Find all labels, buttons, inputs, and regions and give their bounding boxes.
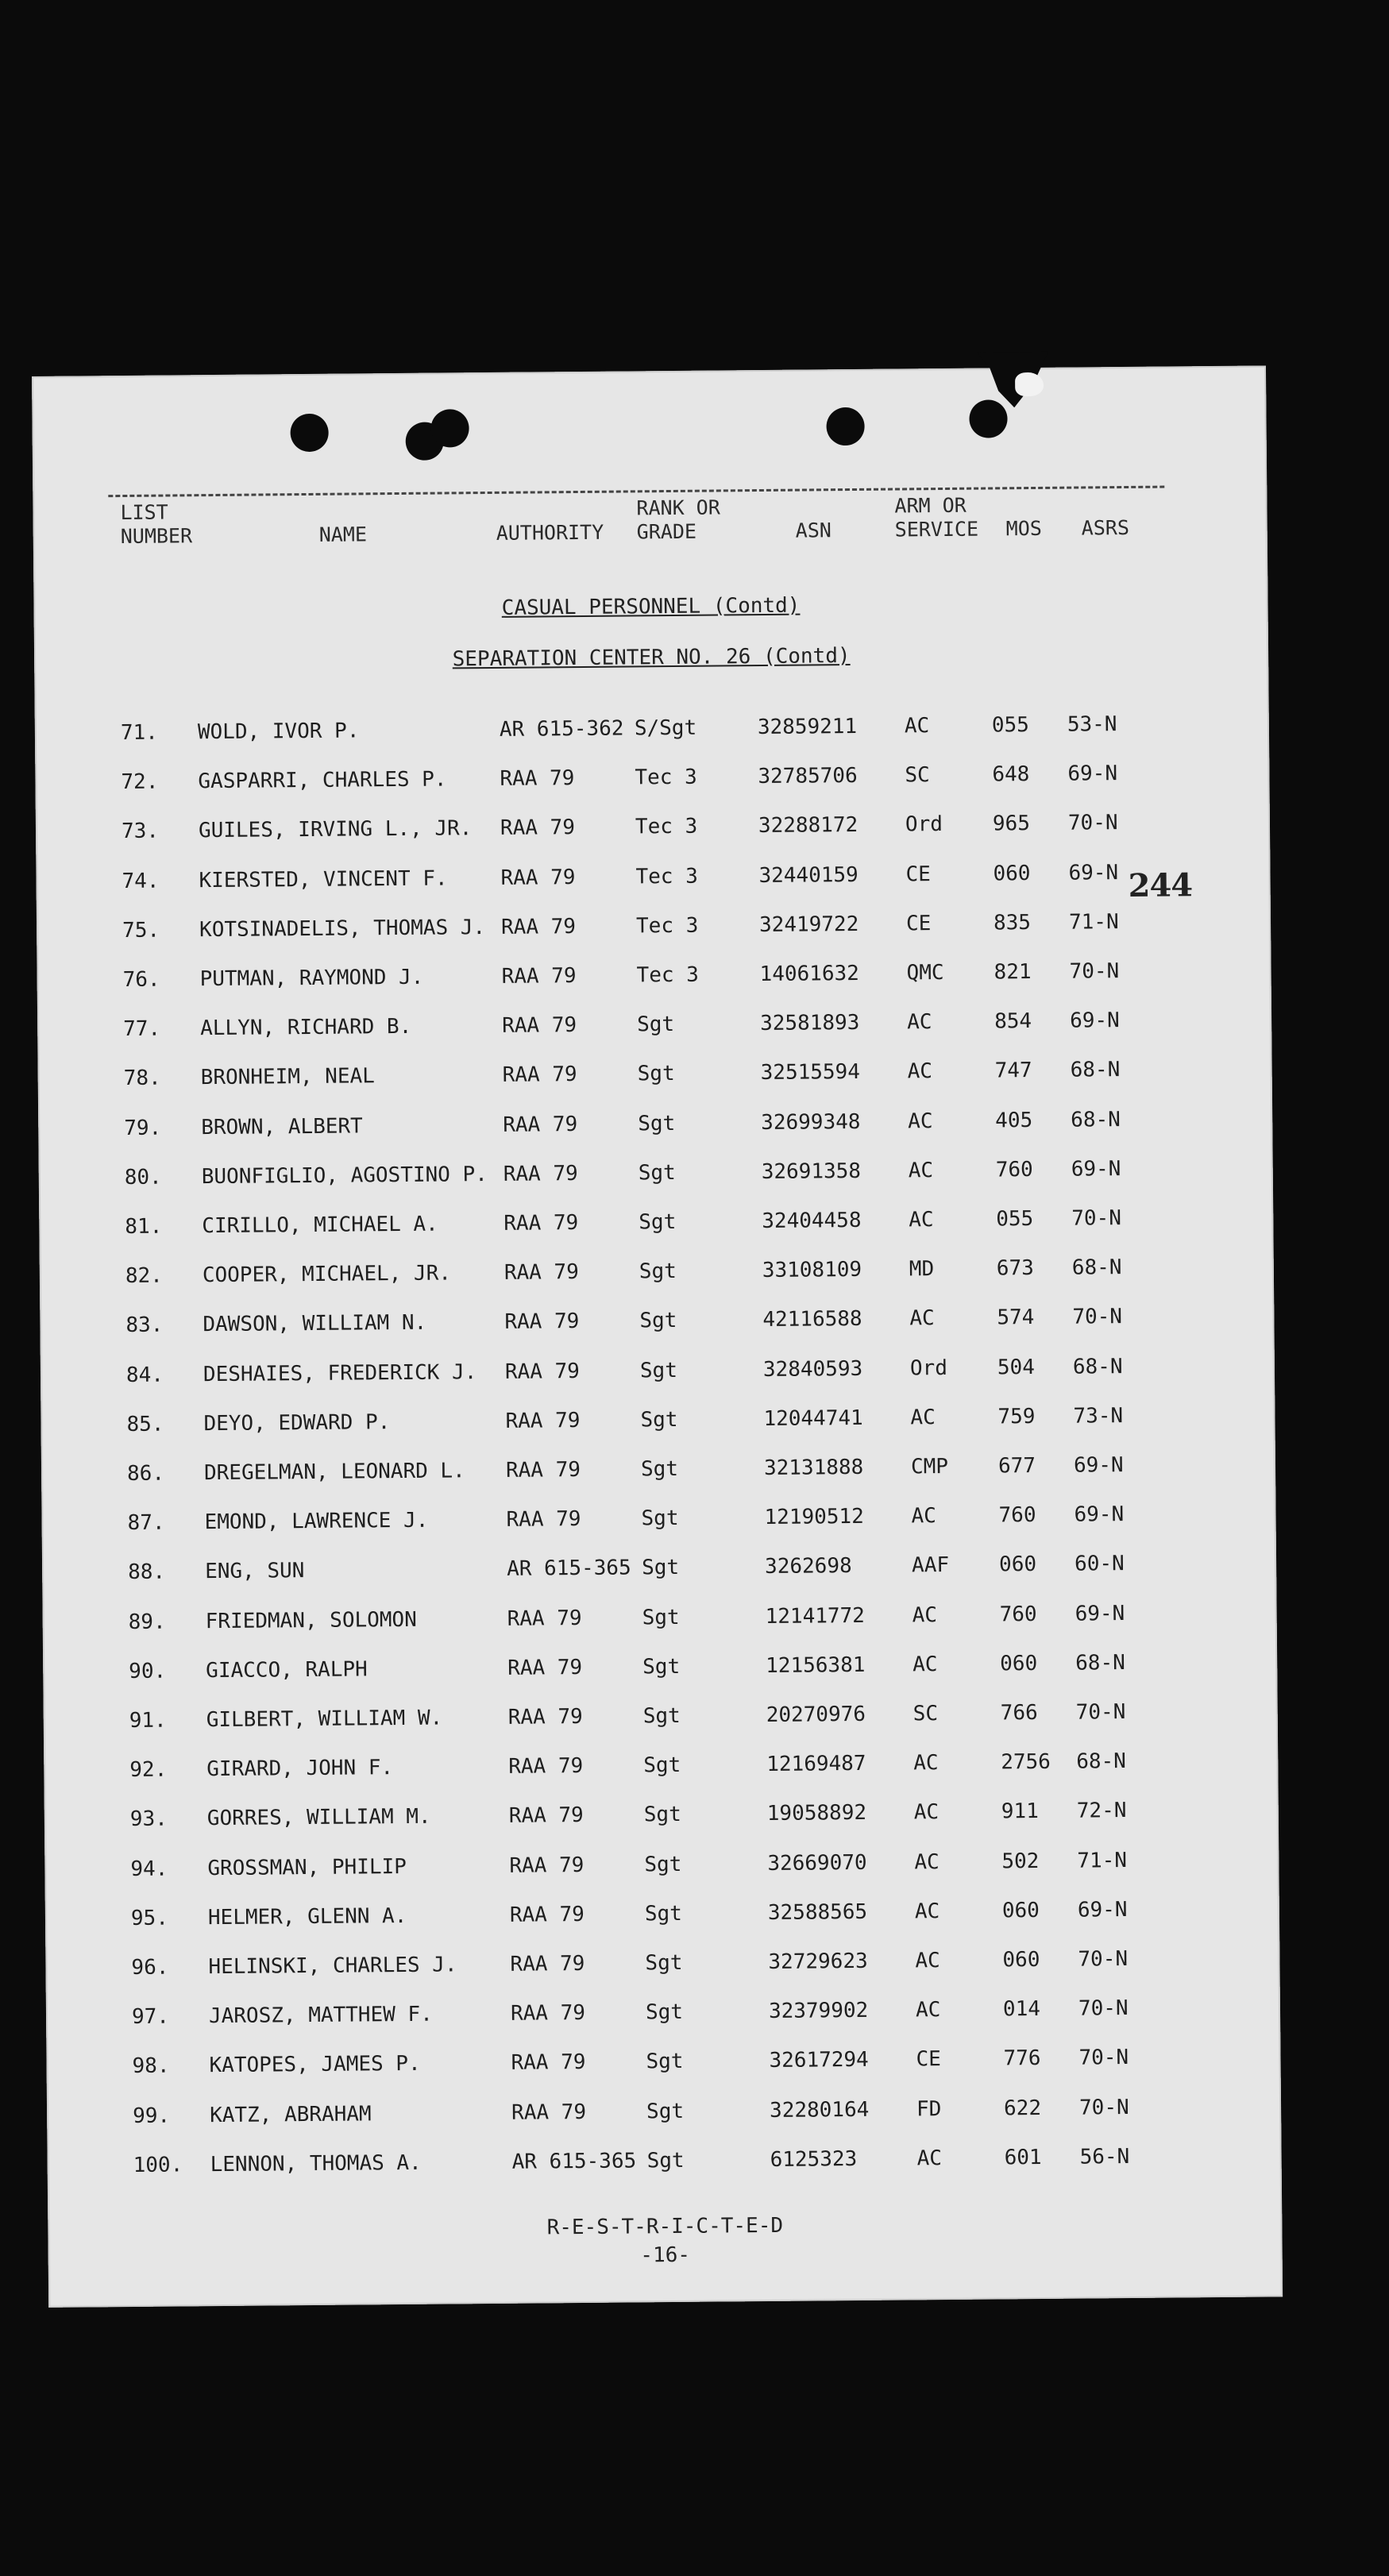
section-subtitle: SEPARATION CENTER NO. 26 (Contd): [452, 644, 851, 672]
list-number-cell: 93.: [129, 1807, 168, 1832]
rank-grade-cell: Sgt: [646, 2050, 684, 2074]
asn-cell: 32699348: [761, 1109, 861, 1135]
mos-cell: 747: [994, 1059, 1032, 1083]
person-name-cell: KATOPES, JAMES P.: [209, 2052, 421, 2078]
asn-cell: 32440159: [758, 862, 858, 888]
rank-grade-cell: Sgt: [646, 2099, 685, 2123]
asn-cell: 32379902: [768, 1999, 869, 2024]
header-number: NUMBER: [120, 524, 193, 549]
header-name: NAME: [318, 523, 368, 546]
table-row: [43, 1600, 1277, 1643]
asn-cell: 6125323: [770, 2146, 858, 2172]
mos-cell: 2756: [1001, 1750, 1051, 1775]
rank-grade-cell: Sgt: [646, 2148, 685, 2173]
asrs-cell: 71-N: [1077, 1848, 1128, 1873]
person-name-cell: BUONFIGLIO, AGOSTINO P.: [201, 1162, 488, 1189]
rank-grade-cell: Sgt: [637, 1012, 675, 1037]
asrs-cell: 68-N: [1071, 1107, 1121, 1132]
rank-grade-cell: Sgt: [638, 1160, 676, 1186]
rank-grade-cell: Sgt: [639, 1209, 677, 1235]
document-page: [32, 365, 1283, 2307]
arm-service-cell: AC: [912, 1602, 938, 1627]
arm-service-cell: CE: [916, 2047, 941, 2072]
arm-service-cell: AC: [912, 1652, 938, 1677]
list-number-cell: 86.: [126, 1461, 165, 1487]
header-mos: MOS: [1005, 516, 1043, 541]
list-number-cell: 75.: [122, 918, 160, 943]
mos-cell: 601: [1004, 2145, 1042, 2170]
rank-grade-cell: Sgt: [644, 1852, 682, 1876]
table-row: [39, 1205, 1273, 1248]
asn-cell: 12190512: [764, 1505, 864, 1530]
person-name-cell: COOPER, MICHAEL, JR.: [202, 1261, 452, 1288]
header-authority: AUTHORITY: [496, 520, 604, 545]
list-number-cell: 74.: [122, 869, 160, 893]
rank-grade-cell: Sgt: [641, 1506, 679, 1531]
authority-cell: RAA 79: [508, 1754, 584, 1780]
person-name-cell: GASPARRI, CHARLES P.: [198, 767, 447, 794]
table-row: [36, 810, 1270, 853]
arm-service-cell: AC: [915, 1949, 940, 1973]
header-rank-line2: GRADE: [636, 519, 697, 544]
list-number-cell: 88.: [128, 1560, 166, 1585]
asrs-cell: 68-N: [1075, 1650, 1125, 1676]
asrs-cell: 70-N: [1069, 959, 1120, 984]
table-row: [40, 1255, 1274, 1298]
person-name-cell: DESHAIES, FREDERICK J.: [203, 1359, 477, 1386]
mos-cell: 405: [995, 1108, 1033, 1133]
person-name-cell: PUTMAN, RAYMOND J.: [199, 965, 424, 992]
table-row: [37, 908, 1271, 951]
authority-cell: RAA 79: [507, 1655, 583, 1680]
asrs-cell: 71-N: [1068, 909, 1119, 935]
arm-service-cell: AC: [911, 1504, 937, 1529]
mos-cell: 760: [998, 1503, 1036, 1528]
list-number-cell: 91.: [129, 1708, 167, 1733]
table-row: [44, 1699, 1278, 1741]
table-row: [43, 1649, 1277, 1692]
asrs-cell: 68-N: [1072, 1354, 1123, 1379]
arm-service-cell: AAF: [911, 1553, 950, 1578]
list-number-cell: 72.: [121, 769, 159, 795]
asrs-cell: 70-N: [1075, 1700, 1126, 1725]
authority-cell: RAA 79: [507, 1705, 583, 1730]
table-row: [42, 1551, 1276, 1594]
mos-cell: 060: [998, 1552, 1037, 1577]
mos-cell: 759: [997, 1404, 1036, 1429]
asn-cell: 32859211: [757, 714, 858, 740]
authority-cell: RAA 79: [511, 2050, 586, 2076]
asn-cell: 32404458: [762, 1208, 862, 1234]
asn-cell: 33108109: [762, 1258, 862, 1283]
punch-hole: [290, 414, 328, 452]
list-number-cell: 90.: [129, 1659, 167, 1683]
asn-cell: 12169487: [766, 1752, 866, 1777]
rank-grade-cell: Sgt: [639, 1309, 677, 1333]
authority-cell: RAA 79: [505, 1408, 581, 1433]
arm-service-cell: AC: [909, 1208, 934, 1232]
asrs-cell: 70-N: [1072, 1305, 1123, 1329]
asrs-cell: 70-N: [1078, 2095, 1129, 2120]
asn-cell: 32280164: [769, 2097, 870, 2123]
arm-service-cell: SC: [912, 1702, 939, 1726]
table-row: [40, 1304, 1274, 1347]
asrs-cell: 69-N: [1068, 860, 1119, 885]
arm-service-cell: MD: [909, 1257, 935, 1282]
header-asn: ASN: [795, 519, 832, 542]
table-row: [45, 1896, 1279, 1939]
person-name-cell: KATZ, ABRAHAM: [209, 2101, 372, 2127]
list-number-cell: 96.: [131, 1955, 169, 1980]
mos-cell: 835: [993, 910, 1032, 935]
rank-grade-cell: Sgt: [642, 1605, 680, 1629]
authority-cell: RAA 79: [510, 2001, 586, 2026]
rank-grade-cell: Sgt: [643, 1803, 681, 1827]
asn-cell: 32617294: [769, 2048, 869, 2073]
arm-service-cell: CE: [905, 862, 931, 887]
person-name-cell: GUILES, IRVING L., JR.: [198, 816, 473, 843]
arm-service-cell: Ord: [909, 1355, 948, 1380]
person-name-cell: JAROSZ, MATTHEW F.: [208, 2002, 433, 2029]
list-number-cell: 77.: [123, 1016, 161, 1042]
list-number-cell: 76.: [122, 967, 160, 993]
list-number-cell: 73.: [121, 819, 160, 844]
authority-cell: RAA 79: [500, 816, 576, 841]
table-row: [41, 1402, 1275, 1445]
authority-cell: RAA 79: [504, 1359, 581, 1384]
person-name-cell: FRIEDMAN, SOLOMON: [205, 1607, 417, 1633]
arm-service-cell: CE: [905, 911, 932, 936]
person-name-cell: DAWSON, WILLIAM N.: [203, 1311, 427, 1337]
person-name-cell: DREGELMAN, LEONARD L.: [203, 1459, 465, 1486]
authority-cell: RAA 79: [510, 1951, 585, 1976]
arm-service-cell: AC: [916, 2146, 943, 2171]
asn-cell: 42116588: [762, 1307, 862, 1332]
rank-grade-cell: S/Sgt: [634, 715, 697, 741]
list-number-cell: 83.: [125, 1313, 164, 1338]
asn-cell: 32785706: [758, 764, 858, 789]
authority-cell: RAA 79: [504, 1211, 579, 1236]
arm-service-cell: AC: [914, 1849, 940, 1874]
asn-cell: 32288172: [758, 813, 858, 839]
list-number-cell: 97.: [131, 2004, 170, 2030]
asrs-cell: 70-N: [1078, 1996, 1129, 2021]
authority-cell: RAA 79: [505, 1458, 581, 1483]
rank-grade-cell: Sgt: [637, 1062, 675, 1086]
mos-cell: 760: [999, 1602, 1037, 1627]
rank-grade-cell: Sgt: [644, 1901, 683, 1926]
header-arm-line1: ARM OR: [894, 493, 967, 518]
arm-service-cell: AC: [910, 1405, 936, 1430]
rank-grade-cell: Sgt: [642, 1654, 681, 1679]
mos-cell: 574: [997, 1305, 1035, 1330]
mos-cell: 055: [996, 1207, 1034, 1232]
arm-service-cell: AC: [908, 1109, 933, 1134]
mos-cell: 766: [1000, 1701, 1038, 1726]
rank-grade-cell: Tec 3: [635, 864, 698, 889]
punch-hole: [969, 399, 1007, 438]
person-name-cell: WOLD, IVOR P.: [197, 719, 360, 745]
person-name-cell: GIRARD, JOHN F.: [206, 1756, 394, 1782]
asn-cell: 32131888: [763, 1455, 864, 1481]
arm-service-cell: SC: [905, 763, 930, 788]
asrs-cell: 69-N: [1075, 1601, 1125, 1626]
asn-cell: 20270976: [766, 1702, 866, 1727]
authority-cell: AR 615-365: [511, 2149, 637, 2174]
mos-cell: 060: [993, 861, 1031, 886]
table-row: [41, 1353, 1275, 1396]
rank-grade-cell: Tec 3: [636, 962, 700, 988]
rank-grade-cell: Sgt: [645, 2000, 684, 2025]
list-number-cell: 85.: [126, 1412, 164, 1436]
asn-cell: 19058892: [766, 1801, 867, 1826]
list-number-cell: 89.: [128, 1610, 166, 1634]
authority-cell: RAA 79: [506, 1507, 581, 1533]
person-name-cell: KOTSINADELIS, THOMAS J.: [199, 915, 486, 942]
section-title: CASUAL PERSONNEL (Contd): [501, 593, 801, 620]
asrs-cell: 60-N: [1074, 1552, 1125, 1576]
person-name-cell: ENG, SUN: [205, 1559, 305, 1584]
person-name-cell: KIERSTED, VINCENT F.: [199, 866, 448, 893]
rank-grade-cell: Sgt: [639, 1358, 678, 1382]
table-row: [37, 1008, 1271, 1051]
mos-cell: 502: [1001, 1849, 1040, 1874]
rank-grade-cell: Sgt: [645, 1950, 683, 1976]
person-name-cell: GIACCO, RALPH: [206, 1657, 368, 1683]
mos-cell: 673: [996, 1256, 1034, 1281]
authority-cell: RAA 79: [504, 1309, 580, 1335]
rank-grade-cell: Sgt: [639, 1259, 677, 1284]
asn-cell: 12044741: [763, 1406, 863, 1431]
table-row: [47, 2094, 1281, 2137]
rank-grade-cell: Sgt: [641, 1556, 680, 1580]
table-row: [41, 1452, 1275, 1494]
person-name-cell: EMOND, LAWRENCE J.: [204, 1508, 429, 1535]
asn-cell: 32515594: [760, 1060, 861, 1086]
classification-marking: R-E-S-T-R-I-C-T-E-D: [546, 2213, 784, 2240]
page-number: -16-: [640, 2242, 691, 2268]
header-arm-line2: SERVICE: [894, 517, 979, 542]
table-row: [46, 2045, 1280, 2088]
authority-cell: RAA 79: [501, 964, 577, 989]
table-row: [44, 1798, 1279, 1841]
asn-cell: 12156381: [766, 1652, 866, 1678]
header-rank-line1: RANK OR: [636, 496, 720, 520]
table-row: [45, 1945, 1279, 1988]
asrs-cell: 68-N: [1076, 1749, 1127, 1774]
arm-service-cell: AC: [907, 1059, 933, 1084]
person-name-cell: DEYO, EDWARD P.: [203, 1409, 391, 1436]
table-row: [46, 1996, 1280, 2038]
arm-service-cell: AC: [915, 1998, 941, 2023]
table-row: [36, 859, 1270, 902]
list-number-cell: 80.: [124, 1165, 162, 1190]
authority-cell: RAA 79: [511, 2100, 587, 2125]
arm-service-cell: AC: [907, 1010, 932, 1035]
list-number-cell: 82.: [125, 1263, 163, 1289]
person-name-cell: CIRILLO, MICHAEL A.: [202, 1212, 438, 1239]
arm-service-cell: FD: [916, 2096, 942, 2121]
mos-cell: 776: [1003, 2046, 1041, 2071]
mos-cell: 911: [1001, 1799, 1039, 1824]
arm-service-cell: AC: [914, 1899, 940, 1924]
rank-grade-cell: Tec 3: [635, 913, 699, 939]
page-stamp-number: 244: [1128, 866, 1193, 904]
asn-cell: 32729623: [768, 1949, 868, 1974]
list-number-cell: 99.: [132, 2104, 171, 2128]
list-number-cell: 100.: [133, 2153, 183, 2177]
arm-service-cell: Ord: [905, 812, 943, 837]
asrs-cell: 70-N: [1067, 811, 1118, 836]
mos-cell: 622: [1003, 2096, 1042, 2120]
authority-cell: RAA 79: [509, 1902, 585, 1927]
asrs-cell: 72-N: [1076, 1799, 1127, 1823]
header-dashed-rule: [108, 486, 1164, 498]
arm-service-cell: AC: [908, 1158, 934, 1183]
authority-cell: RAA 79: [503, 1161, 578, 1186]
asrs-cell: 69-N: [1071, 1156, 1121, 1182]
asn-cell: 32669070: [767, 1850, 867, 1876]
mos-cell: 821: [994, 960, 1032, 985]
punch-hole: [826, 407, 864, 445]
person-name-cell: BROWN, ALBERT: [201, 1113, 363, 1140]
asrs-cell: 69-N: [1073, 1453, 1124, 1478]
rank-grade-cell: Tec 3: [635, 815, 698, 839]
asn-cell: 32419722: [758, 912, 859, 937]
authority-cell: RAA 79: [504, 1260, 579, 1286]
person-name-cell: HELINSKI, CHARLES J.: [208, 1953, 457, 1980]
asrs-cell: 56-N: [1079, 2144, 1130, 2169]
asrs-cell: 69-N: [1074, 1502, 1125, 1527]
asrs-cell: 69-N: [1067, 762, 1118, 786]
authority-cell: AR 615-365: [507, 1556, 631, 1582]
mos-cell: 677: [997, 1454, 1036, 1479]
list-number-cell: 95.: [130, 1906, 169, 1930]
asrs-cell: 69-N: [1077, 1897, 1128, 1922]
table-row: [38, 1106, 1272, 1149]
asn-cell: 12141772: [765, 1603, 866, 1629]
mos-cell: 055: [991, 713, 1029, 738]
authority-cell: RAA 79: [503, 1112, 578, 1137]
mos-cell: 965: [992, 812, 1031, 836]
person-name-cell: GILBERT, WILLIAM W.: [206, 1706, 443, 1733]
authority-cell: RAA 79: [502, 1013, 577, 1039]
asrs-cell: 70-N: [1071, 1206, 1122, 1231]
asn-cell: 14061632: [759, 961, 859, 987]
person-name-cell: ALLYN, RICHARD B.: [200, 1015, 412, 1041]
authority-cell: RAA 79: [500, 766, 575, 792]
person-name-cell: GROSSMAN, PHILIP: [207, 1854, 407, 1880]
asrs-cell: 53-N: [1067, 712, 1117, 737]
mos-cell: 060: [1000, 1651, 1038, 1676]
table-row: [35, 711, 1269, 754]
arm-service-cell: AC: [909, 1306, 935, 1331]
arm-service-cell: QMC: [906, 961, 944, 985]
table-row: [44, 1847, 1279, 1890]
header-list: LIST: [120, 500, 168, 525]
mos-cell: 648: [992, 762, 1030, 787]
asrs-cell: 73-N: [1073, 1403, 1124, 1429]
mos-cell: 060: [1002, 1947, 1040, 1972]
list-number-cell: 92.: [129, 1757, 168, 1783]
rank-grade-cell: Tec 3: [635, 765, 697, 790]
person-name-cell: BRONHEIM, NEAL: [200, 1064, 375, 1090]
rank-grade-cell: Sgt: [643, 1753, 681, 1778]
asn-cell: 32588565: [767, 1899, 868, 1925]
list-number-cell: 81.: [125, 1214, 163, 1240]
list-number-cell: 79.: [124, 1116, 162, 1140]
list-number-cell: 78.: [123, 1066, 161, 1091]
list-number-cell: 87.: [127, 1510, 165, 1536]
person-name-cell: LENNON, THOMAS A.: [210, 2150, 422, 2177]
rank-grade-cell: Sgt: [642, 1703, 681, 1729]
authority-cell: RAA 79: [500, 865, 576, 890]
asrs-cell: 70-N: [1078, 2046, 1129, 2070]
mos-cell: 504: [997, 1355, 1036, 1380]
rank-grade-cell: Sgt: [638, 1111, 676, 1136]
arm-service-cell: AC: [913, 1800, 940, 1825]
authority-cell: RAA 79: [508, 1803, 584, 1829]
asn-cell: 32691358: [761, 1159, 862, 1184]
list-number-cell: 98.: [132, 2053, 170, 2079]
mos-cell: 760: [995, 1157, 1033, 1182]
table-row: [41, 1502, 1275, 1544]
list-number-cell: 84.: [125, 1363, 164, 1387]
table-row: [37, 958, 1271, 1001]
punch-hole: [430, 409, 469, 447]
asn-cell: 32581893: [760, 1011, 860, 1036]
person-name-cell: HELMER, GLENN A.: [207, 1903, 407, 1930]
asrs-cell: 69-N: [1070, 1008, 1120, 1033]
asrs-cell: 70-N: [1078, 1947, 1129, 1972]
header-asrs: ASRS: [1081, 515, 1130, 540]
rank-grade-cell: Sgt: [640, 1407, 678, 1433]
arm-service-cell: AC: [913, 1751, 939, 1776]
arm-service-cell: CMP: [910, 1454, 949, 1479]
rank-grade-cell: Sgt: [640, 1456, 679, 1482]
asrs-cell: 68-N: [1071, 1255, 1122, 1280]
authority-cell: RAA 79: [502, 1062, 577, 1088]
mos-cell: 854: [994, 1009, 1032, 1034]
paper-fragment: [1015, 372, 1044, 396]
table-row: [39, 1155, 1273, 1198]
authority-cell: AR 615-362: [499, 716, 624, 742]
authority-cell: RAA 79: [507, 1606, 582, 1631]
asn-cell: 3262698: [764, 1554, 852, 1579]
list-number-cell: 94.: [130, 1857, 168, 1881]
authority-cell: RAA 79: [509, 1853, 585, 1878]
mos-cell: 014: [1002, 1997, 1041, 2022]
asrs-cell: 68-N: [1070, 1058, 1121, 1083]
arm-service-cell: AC: [904, 714, 930, 738]
mos-cell: 060: [1001, 1898, 1040, 1923]
table-row: [35, 761, 1269, 804]
asn-cell: 32840593: [762, 1356, 863, 1382]
authority-cell: RAA 79: [500, 914, 577, 939]
list-number-cell: 71.: [120, 720, 159, 746]
person-name-cell: GORRES, WILLIAM M.: [206, 1805, 431, 1831]
table-row: [44, 1749, 1278, 1791]
table-row: [38, 1057, 1272, 1100]
table-row: [48, 2143, 1282, 2186]
